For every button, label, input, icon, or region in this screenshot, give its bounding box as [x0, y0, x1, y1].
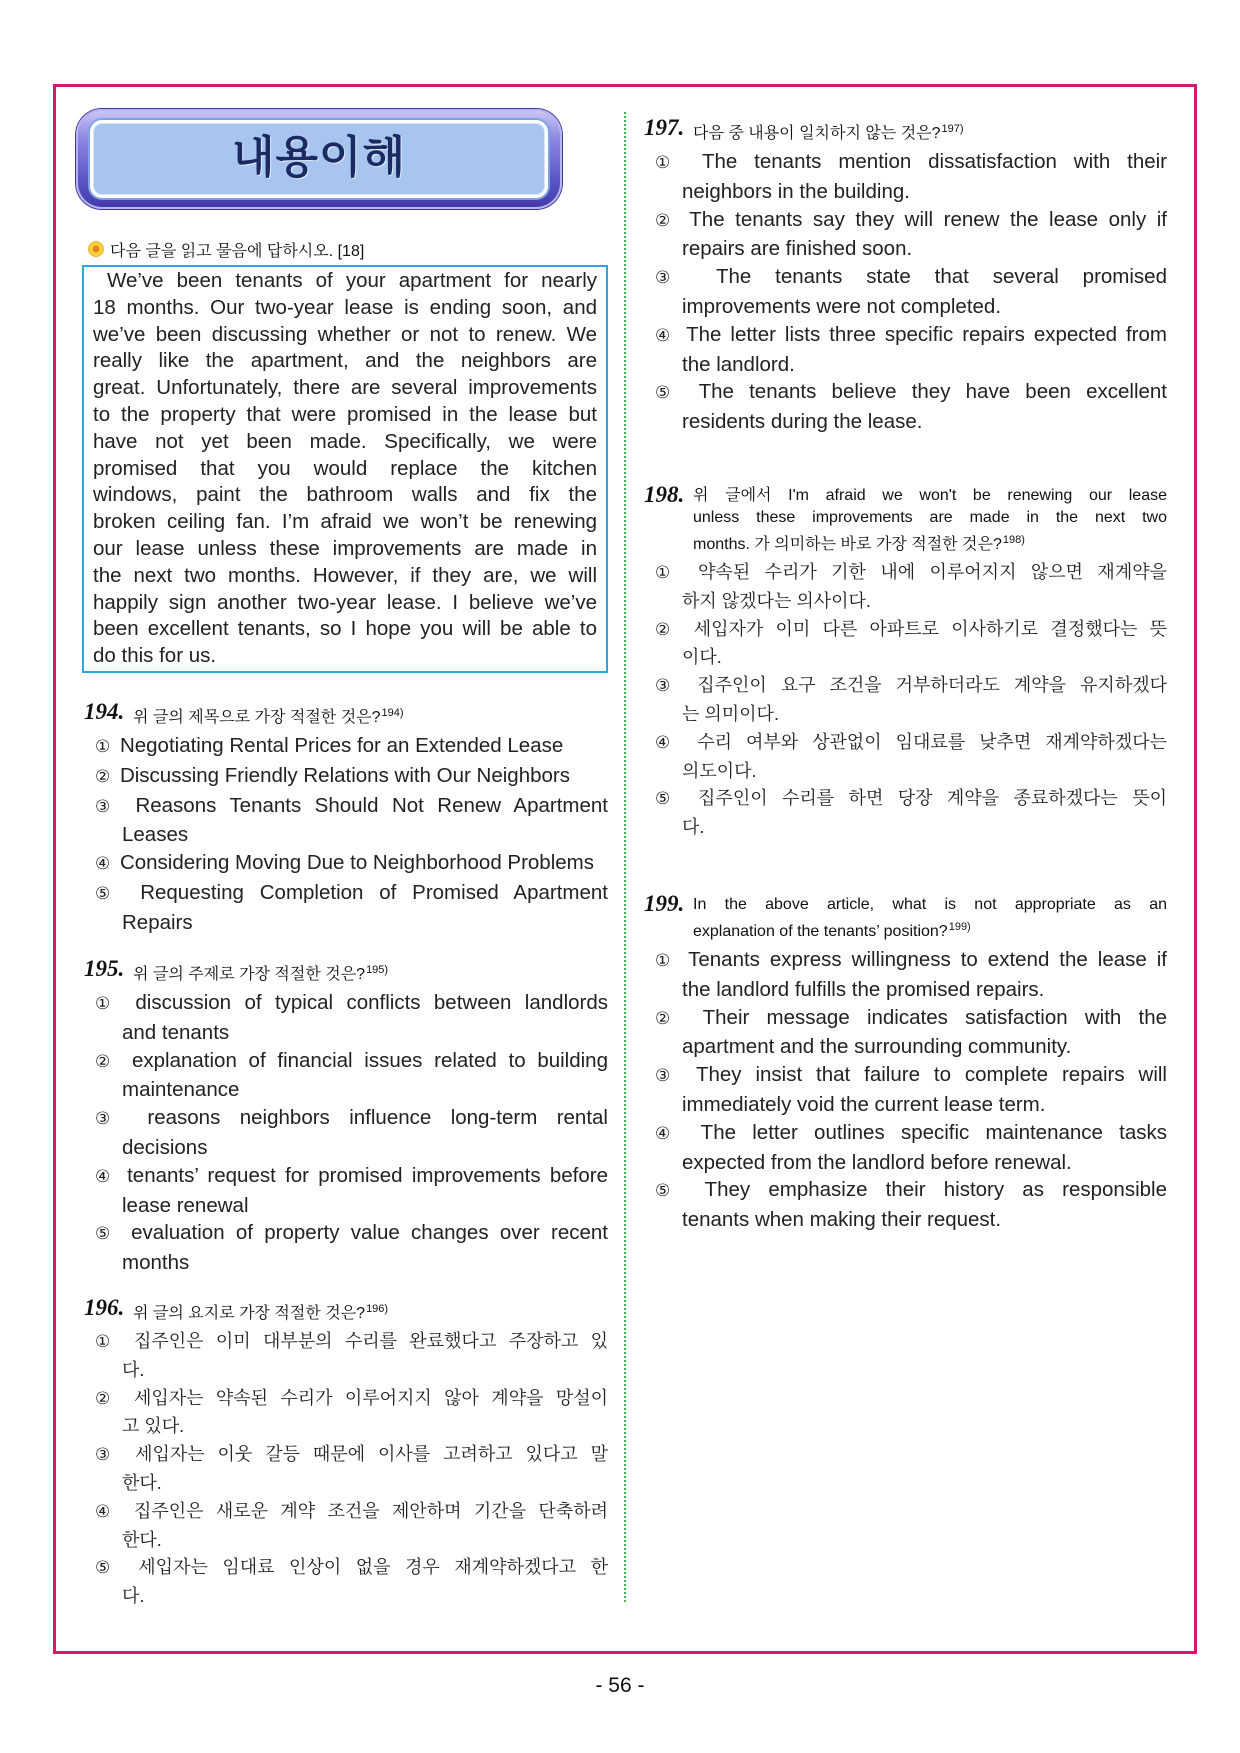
- option-line: [95, 879, 608, 909]
- option-line: [95, 849, 608, 879]
- question-number: 195.: [84, 956, 125, 981]
- footnote-ref: 195): [366, 964, 389, 976]
- option-mark: ②: [95, 1388, 118, 1409]
- option-text: 집주인은 이미 대부분의 수리를 완료했다고 주장하고 있: [133, 1331, 608, 1351]
- option-line: [655, 1061, 1167, 1091]
- option-4: [644, 729, 1167, 786]
- option-line: [655, 1119, 1167, 1149]
- option-text: Their message indicates satisfaction with the: [702, 1005, 1168, 1029]
- option-line: [655, 206, 1167, 236]
- option-text: 세입자는 약속된 수리가 이루어지지 않아 계약을 망설이: [133, 1387, 608, 1408]
- option-1: [84, 1328, 608, 1385]
- option-3: [644, 1061, 1167, 1119]
- question-number: 194.: [84, 699, 125, 724]
- option-line: [655, 321, 1167, 351]
- option-mark: ⑤: [95, 1558, 120, 1579]
- question-prompt: [133, 702, 608, 729]
- option-5: [644, 1176, 1167, 1234]
- option-4: [644, 1119, 1167, 1177]
- option-mark: ③: [95, 1109, 124, 1130]
- instruction: [88, 237, 364, 261]
- option-text: 세입자는 이웃 갈등 때문에 이사를 고려하고 있다고 말: [135, 1444, 608, 1465]
- option-line: [95, 1554, 608, 1583]
- option-mark: ④: [655, 732, 680, 753]
- option-text: They insist that failure to complete repairs will: [695, 1063, 1167, 1087]
- question-prompt-text: months. 가 의미하는 바로 가장 적절한 것은?: [693, 536, 1002, 553]
- option-mark: ②: [655, 619, 678, 640]
- option-line: neighbors in the building.: [682, 179, 910, 203]
- question-prompt: [693, 118, 1167, 145]
- option-3: [644, 263, 1167, 321]
- option-mark: ①: [655, 951, 675, 971]
- option-text: tenants’ request for promised improvements before: [127, 1163, 608, 1187]
- page-title: 내용이해: [90, 120, 548, 198]
- option-line: 이다.: [682, 647, 722, 668]
- page-number: - 56 -: [595, 1674, 645, 1697]
- option-text: The tenants state that several promised: [715, 265, 1167, 289]
- option-mark: ③: [95, 796, 118, 817]
- option-mark: ②: [95, 766, 111, 787]
- passage-line: great. Unfortunately, there are several improvements: [93, 376, 597, 400]
- option-4: [84, 849, 608, 879]
- option-1: [84, 732, 608, 762]
- question-199: [644, 891, 1168, 1234]
- passage-line: happily sign another two-year lease. I believe we’ve: [93, 590, 597, 614]
- passage-box: [82, 265, 608, 673]
- option-line: [655, 1004, 1167, 1034]
- option-line: [655, 946, 1167, 976]
- option-mark: ④: [95, 854, 111, 875]
- option-line: [95, 1162, 608, 1192]
- footnote-ref: 196): [366, 1303, 389, 1315]
- passage-line: windows, paint the bathroom walls and fix the: [93, 483, 597, 507]
- passage-line: our lease unless these improvements are made in: [93, 536, 597, 560]
- option-mark: ④: [95, 1166, 114, 1187]
- option-text: Reasons Tenants Should Not Renew Apartment: [135, 793, 608, 817]
- passage-line: 18 months. Our two-year lease is ending soon, and: [93, 295, 597, 319]
- option-text: 집주인이 수리를 하면 당장 계약을 종료하겠다는 뜻이: [698, 788, 1167, 809]
- option-line: Repairs: [122, 910, 193, 934]
- option-line: [95, 1441, 608, 1470]
- question-prompt-line: 위 글에서 I'm afraid we won't be renewing our lease: [693, 487, 1167, 504]
- question-prompt: [693, 529, 1167, 556]
- option-mark: ⑤: [655, 383, 680, 404]
- passage-line: to the property that were promised in the lease but: [93, 402, 597, 426]
- question-header: [644, 891, 1167, 946]
- option-5: [644, 378, 1167, 436]
- option-line: [95, 989, 608, 1019]
- option-text: 집주인이 요구 조건을 거부하더라도 계약을 유지하겠다: [697, 675, 1167, 696]
- question-prompt-line: In the above article, what is not appropriate as an: [693, 896, 1167, 913]
- option-5: [84, 879, 608, 937]
- option-line: [95, 1219, 608, 1249]
- option-1: [84, 989, 608, 1047]
- footnote-ref: 197): [941, 123, 964, 135]
- option-line: apartment and the surrounding community.: [682, 1035, 1072, 1059]
- option-mark: ①: [655, 153, 682, 173]
- option-line: 의도이다.: [682, 760, 757, 781]
- option-text: Requesting Completion of Promised Apartment: [140, 880, 608, 904]
- option-line: Leases: [122, 823, 189, 847]
- question-196: [84, 1295, 608, 1611]
- option-5: [644, 785, 1167, 842]
- option-line: maintenance: [122, 1078, 240, 1102]
- option-3: [644, 672, 1167, 729]
- question-header: [644, 482, 1167, 559]
- question-198: [644, 482, 1167, 842]
- question-number: 199.: [644, 891, 685, 916]
- option-line: [95, 1047, 608, 1077]
- option-text: evaluation of property value changes over recent: [131, 1221, 608, 1245]
- passage-line: really like the apartment, and the neighbors are: [93, 349, 597, 373]
- option-4: [84, 1498, 608, 1555]
- option-line: immediately void the current lease term.: [682, 1092, 1046, 1116]
- question-header: [644, 115, 1167, 148]
- question-prompt-text: explanation of the tenants’ position?: [693, 923, 948, 940]
- option-mark: ③: [655, 1066, 679, 1087]
- option-text: The tenants believe they have been excellent: [698, 380, 1167, 404]
- option-line: 는 의미이다.: [682, 703, 779, 724]
- option-line: improvements were not completed.: [682, 294, 1002, 318]
- option-mark: ⑤: [655, 1181, 683, 1202]
- passage-line: the next two months. However, if they are, we will: [93, 563, 597, 587]
- option-line: [95, 732, 608, 762]
- question-prompt: [133, 1298, 608, 1325]
- question-header: [84, 699, 608, 732]
- option-line: tenants when making their request.: [682, 1208, 1002, 1232]
- option-line: [95, 1328, 608, 1357]
- option-text: The tenants mention dissatisfaction with their: [701, 150, 1167, 173]
- question-prompt-text: 다음 중 내용이 일치하지 않는 것은?: [693, 125, 941, 142]
- option-line: lease renewal: [122, 1193, 249, 1217]
- option-line: [95, 1498, 608, 1527]
- title-banner: [76, 109, 562, 209]
- option-mark: ④: [655, 325, 674, 346]
- option-line: [95, 762, 608, 792]
- option-line: 한다.: [122, 1529, 162, 1550]
- option-line: 하지 않겠다는 의사이다.: [682, 590, 871, 611]
- option-text: Discussing Friendly Relations with Our Neighbors: [119, 763, 570, 787]
- option-line: [655, 729, 1167, 758]
- option-text: reasons neighbors influence long-term rental: [147, 1106, 608, 1130]
- option-3: [84, 1441, 608, 1498]
- option-line: [655, 1176, 1167, 1206]
- option-3: [84, 792, 608, 850]
- option-2: [84, 762, 608, 792]
- option-mark: ①: [95, 1332, 118, 1352]
- question-195: [84, 956, 608, 1277]
- option-mark: ①: [95, 737, 111, 757]
- option-mark: ⑤: [95, 883, 121, 904]
- option-1: [644, 559, 1167, 616]
- instruction-text: 다음 글을 읽고 물음에 답하시오. [18]: [110, 242, 365, 260]
- option-text: Negotiating Rental Prices for an Extended Lease: [119, 734, 564, 757]
- passage-line: We’ve been tenants of your apartment for nearly: [107, 269, 597, 292]
- passage-line: we’ve been discussing whether or not to renew. We: [93, 322, 597, 346]
- question-prompt-text: 위 글의 제목으로 가장 적절한 것은?: [133, 709, 381, 726]
- option-4: [644, 321, 1167, 379]
- option-text: The letter lists three specific repairs expected from: [686, 322, 1167, 346]
- option-line: 다.: [682, 817, 705, 838]
- option-mark: ⑤: [95, 1224, 116, 1245]
- option-mark: ②: [655, 1008, 682, 1029]
- option-text: explanation of financial issues related to building: [131, 1048, 608, 1072]
- option-mark: ④: [655, 1123, 681, 1144]
- option-mark: ①: [655, 563, 680, 583]
- option-mark: ④: [95, 1501, 118, 1522]
- option-line: [95, 1104, 608, 1134]
- flower-icon: [88, 241, 104, 257]
- option-mark: ③: [655, 676, 680, 697]
- column-divider: [624, 112, 626, 1602]
- option-text: The letter outlines specific maintenance tasks: [700, 1120, 1168, 1144]
- footnote-ref: 199): [948, 921, 971, 933]
- option-text: 집주인은 새로운 계약 조건을 제안하며 기간을 단축하려: [133, 1500, 608, 1521]
- option-5: [84, 1219, 608, 1277]
- option-line: [655, 148, 1167, 178]
- option-mark: ②: [95, 1051, 117, 1072]
- passage-line: have not yet been made. Specifically, we were: [93, 429, 597, 453]
- option-line: [95, 1385, 608, 1414]
- option-line: 다.: [122, 1359, 145, 1380]
- option-line: [655, 785, 1167, 814]
- option-1: [644, 148, 1167, 206]
- option-text: They emphasize their history as responsible: [704, 1178, 1167, 1202]
- option-line: decisions: [122, 1135, 208, 1159]
- passage-line: been excellent tenants, so I hope you will be able to: [93, 617, 597, 641]
- question-number: 197.: [644, 115, 685, 140]
- question-header: [84, 956, 608, 989]
- option-2: [644, 206, 1167, 264]
- question-prompt-text: 위 글의 요지로 가장 적절한 것은?: [133, 1305, 366, 1322]
- option-text: Tenants express willingness to extend the lease if: [688, 948, 1167, 971]
- option-mark: ③: [655, 268, 689, 289]
- option-mark: ②: [655, 210, 676, 231]
- footnote-ref: 194): [381, 707, 404, 719]
- question-194: [84, 699, 608, 937]
- option-line: [655, 263, 1167, 293]
- question-197: [644, 115, 1167, 436]
- option-mark: ③: [95, 1445, 119, 1466]
- option-line: [655, 616, 1167, 645]
- option-line: [655, 378, 1167, 408]
- option-line: 고 있다.: [122, 1416, 185, 1437]
- question-prompt-text: 위 글의 주제로 가장 적절한 것은?: [133, 966, 366, 983]
- passage-line: do this for us.: [93, 644, 217, 668]
- option-line: 다.: [122, 1586, 145, 1607]
- option-text: 세입자가 이미 다른 아파트로 이사하기로 결정했다는 뜻: [693, 618, 1167, 639]
- option-line: the landlord.: [682, 352, 795, 376]
- option-4: [84, 1162, 608, 1220]
- question-prompt: [133, 959, 608, 986]
- option-text: discussion of typical conflicts between landlords: [135, 991, 608, 1014]
- question-prompt: [693, 916, 1167, 943]
- option-2: [84, 1385, 608, 1442]
- option-line: 한다.: [122, 1472, 162, 1493]
- option-3: [84, 1104, 608, 1162]
- footnote-ref: 198): [1002, 534, 1025, 546]
- option-line: expected from the landlord before renewal.: [682, 1150, 1072, 1174]
- option-5: [84, 1554, 608, 1611]
- question-number: 198.: [644, 482, 685, 507]
- option-line: the landlord fulfills the promised repairs.: [682, 977, 1045, 1001]
- question-prompt-line: unless these improvements are made in the next two: [693, 509, 1167, 526]
- option-line: and tenants: [122, 1020, 230, 1044]
- option-text: Considering Moving Due to Neighborhood Problems: [119, 851, 594, 875]
- option-line: months: [122, 1251, 190, 1275]
- option-line: [655, 559, 1167, 588]
- option-text: 약속된 수리가 기한 내에 이루어지지 않으면 재계약을: [698, 562, 1167, 582]
- option-text: The tenants say they will renew the lease only if: [689, 207, 1167, 231]
- passage-line: promised that you would replace the kitchen: [93, 456, 597, 480]
- option-line: [655, 672, 1167, 701]
- option-text: 세입자는 임대료 인상이 없을 경우 재계약하겠다고 한: [138, 1557, 608, 1578]
- question-number: 196.: [84, 1295, 125, 1320]
- question-header: [84, 1295, 608, 1328]
- passage-line: broken ceiling fan. I’m afraid we won’t be renewing: [93, 510, 597, 534]
- option-line: [95, 792, 608, 822]
- option-text: 수리 여부와 상관없이 임대료를 낮추면 재계약하겠다는: [697, 731, 1167, 752]
- option-mark: ①: [95, 994, 118, 1014]
- option-mark: ⑤: [655, 789, 680, 810]
- option-line: repairs are finished soon.: [682, 237, 913, 261]
- option-2: [84, 1047, 608, 1105]
- option-1: [644, 946, 1167, 1004]
- option-2: [644, 1004, 1167, 1062]
- option-2: [644, 616, 1167, 673]
- option-line: residents during the lease.: [682, 410, 923, 434]
